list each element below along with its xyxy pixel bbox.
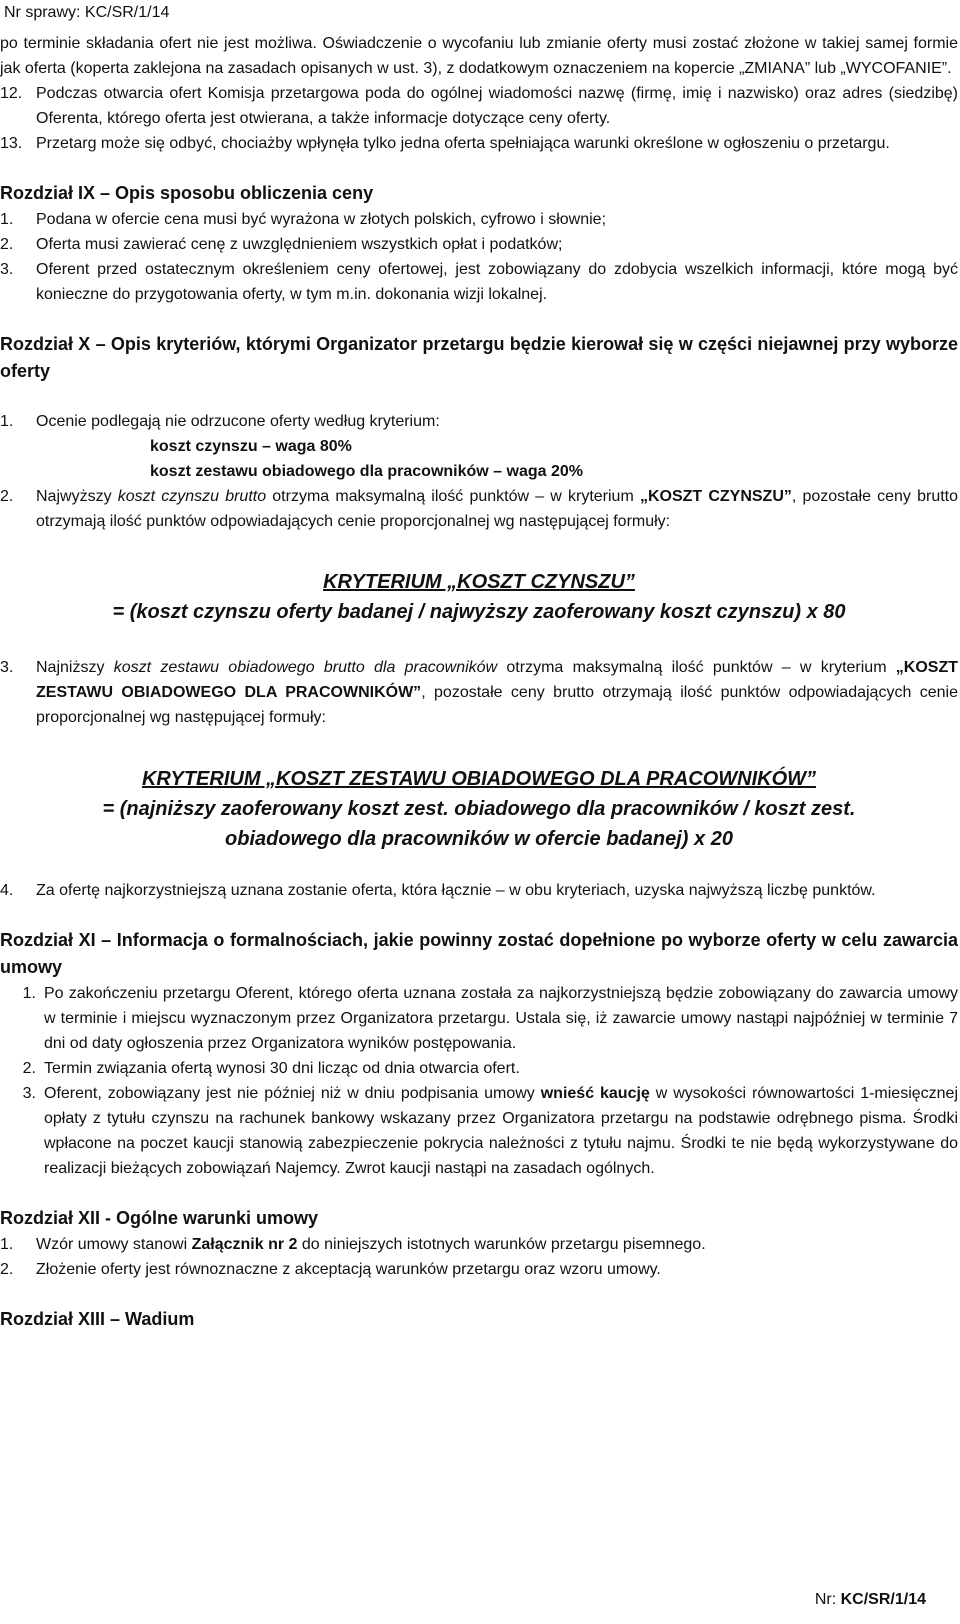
criterion-line: koszt czynszu – waga 80% xyxy=(150,438,352,455)
item-text: Przetarg może się odbyć, chociażby wpłynęła tylko jedna oferta spełniająca warunki określone w ogłoszeniu o przetargu. xyxy=(36,135,890,152)
list-item-13 xyxy=(0,131,958,156)
item-text: Najwyższy koszt czynszu brutto otrzyma maksymalną ilość punktów – w kryterium „KOSZT CZYNSZU”, pozostałe ceny brutto otrzymają ilość punktów odpowiadających cenie proporcjonalnej wg następującej formuły: xyxy=(36,488,959,530)
list-item xyxy=(0,981,958,1056)
formula-body: = (najniższy zaoferowany koszt zest. obiadowego dla pracowników / koszt zest. xyxy=(102,798,856,820)
item-number: 1. xyxy=(0,1236,14,1253)
list-item xyxy=(0,878,958,903)
list-item xyxy=(0,409,958,434)
list-item xyxy=(0,1232,958,1257)
list-item xyxy=(0,484,958,534)
formula-body: = (koszt czynszu oferty badanej / najwyższy zaoferowany koszt czynszu) x 80 xyxy=(112,601,846,623)
footer-reference xyxy=(815,1591,926,1609)
formula-title: KRYTERIUM „KOSZT CZYNSZU” xyxy=(323,571,635,593)
item-number: 1. xyxy=(0,211,14,228)
item-text: Wzór umowy stanowi Załącznik nr 2 do niniejszych istotnych warunków przetargu pisemnego. xyxy=(36,1236,706,1253)
section-heading-xii: Rozdział XII - Ogólne warunki umowy xyxy=(0,1208,319,1228)
item-number: 3. xyxy=(22,1085,36,1102)
item-text: Termin związania ofertą wynosi 30 dni licząc od dnia otwarcia ofert. xyxy=(44,1060,520,1077)
item-number: 13. xyxy=(0,135,23,152)
item-text: Złożenie oferty jest równoznaczne z akceptacją warunków przetargu oraz wzoru umowy. xyxy=(36,1261,661,1278)
item-text: Podana w ofercie cena musi być wyrażona w złotych polskich, cyfrowo i słownie; xyxy=(36,211,607,228)
footer-ref-number: KC/SR/1/14 xyxy=(840,1591,926,1608)
section-heading-xiii: Rozdział XIII – Wadium xyxy=(0,1309,195,1329)
list-item xyxy=(0,1257,958,1282)
item-number: 3. xyxy=(0,659,14,676)
item-text: Ocenie podlegają nie odrzucone oferty według kryterium: xyxy=(36,413,440,430)
item-text: Oferent przed ostatecznym określeniem ceny ofertowej, jest zobowiązany do zdobycia wszelkich informacji, które mogą być konieczne do przygotowania oferty, w tym m.in. dokonania wizji lokalnej. xyxy=(36,261,958,303)
list-item xyxy=(0,655,958,730)
item-text: Oferta musi zawierać cenę z uwzględnieniem wszystkich opłat i podatków; xyxy=(36,236,563,253)
section-heading-xi: Rozdział XI – Informacja o formalnościach, jakie powinny zostać dopełnione po wyborze oferty w celu zawarcia umowy xyxy=(0,930,958,977)
section-heading-x: Rozdział X – Opis kryteriów, którymi Organizator przetargu będzie kierował się w części niejawnej przy wyborze oferty xyxy=(0,334,958,381)
list-item xyxy=(0,1056,958,1081)
item-number: 1. xyxy=(22,985,36,1002)
item-number: 1. xyxy=(0,413,14,430)
list-item-12 xyxy=(0,81,958,131)
item-number: 2. xyxy=(0,488,14,505)
continuation-paragraph: po terminie składania ofert nie jest możliwa. Oświadczenie o wycofaniu lub zmianie oferty musi zostać złożone w takiej samej formie jak oferta (koperta zaklejona na zasadach opisanych w ust. 3), z dodatkowym oznaczeniem na kopercie „ZMIANA” lub „WYCOFANIE”. xyxy=(0,35,958,77)
item-number: 3. xyxy=(0,261,14,278)
case-reference-header: Nr sprawy: KC/SR/1/14 xyxy=(4,4,170,21)
formula-title: KRYTERIUM „KOSZT ZESTAWU OBIADOWEGO DLA PRACOWNIKÓW” xyxy=(141,768,817,790)
list-item xyxy=(0,1081,958,1181)
item-text: Po zakończeniu przetargu Oferent, którego oferta uznana została za najkorzystniejszą będzie zobowiązany do zawarcia umowy w terminie i miejscu wyznaczonym przez Organizatora przetargu. Ustala się, iż zawarcie umowy nastąpi najpóźniej w terminie 7 dni od daty ogłoszenia przez Organizatora wyników postępowania. xyxy=(44,985,958,1052)
list-item xyxy=(0,207,958,232)
list-item xyxy=(0,232,958,257)
list-item xyxy=(0,257,958,307)
item-text: Oferent, zobowiązany jest nie później niż w dniu podpisania umowy wnieść kaucję w wysokości równowartości 1-miesięcznej opłaty z tytułu czynszu na rachunek bankowy wskazany przez Organizatora przetargu na podstawie odrębnego pisma. Środki wpłacone na poczet kaucji stanowią zabezpieczenie pokrycia należności z tytułu najmu. Środki te nie będą wykorzystywane do realizacji bieżących zobowiązań Najemcy. Zwrot kaucji nastąpi na zasadach ogólnych. xyxy=(44,1085,959,1177)
item-number: 12. xyxy=(0,85,23,102)
section-heading-ix: Rozdział IX – Opis sposobu obliczenia ceny xyxy=(0,183,374,203)
item-text: Podczas otwarcia ofert Komisja przetargowa poda do ogólnej wiadomości nazwę (firmę, imię i nazwisko) oraz adres (siedzibę) Oferenta, którego oferta jest otwierana, a także informacje dotyczące ceny oferty. xyxy=(36,85,958,127)
item-text: Najniższy koszt zestawu obiadowego brutto dla pracowników otrzyma maksymalną ilość punktów – w kryterium „KOSZT ZESTAWU OBIADOWEGO DLA PRACOWNIKÓW”, pozostałe ceny brutto otrzymają ilość punktów odpowiadających cenie proporcjonalnej wg następującej formuły: xyxy=(36,659,959,726)
item-text: Za ofertę najkorzystniejszą uznana zostanie oferta, która łącznie – w obu kryteriach, uzyska najwyższą liczbę punktów. xyxy=(36,882,876,899)
footer-prefix: Nr: xyxy=(814,1591,841,1608)
formula-body: obiadowego dla pracowników w ofercie badanej) x 20 xyxy=(225,828,733,850)
item-number: 4. xyxy=(0,882,14,899)
item-number: 2. xyxy=(22,1060,36,1077)
document-body xyxy=(0,31,958,1333)
criterion-line: koszt zestawu obiadowego dla pracowników – waga 20% xyxy=(150,463,583,480)
item-number: 2. xyxy=(0,236,14,253)
item-number: 2. xyxy=(0,1261,14,1278)
